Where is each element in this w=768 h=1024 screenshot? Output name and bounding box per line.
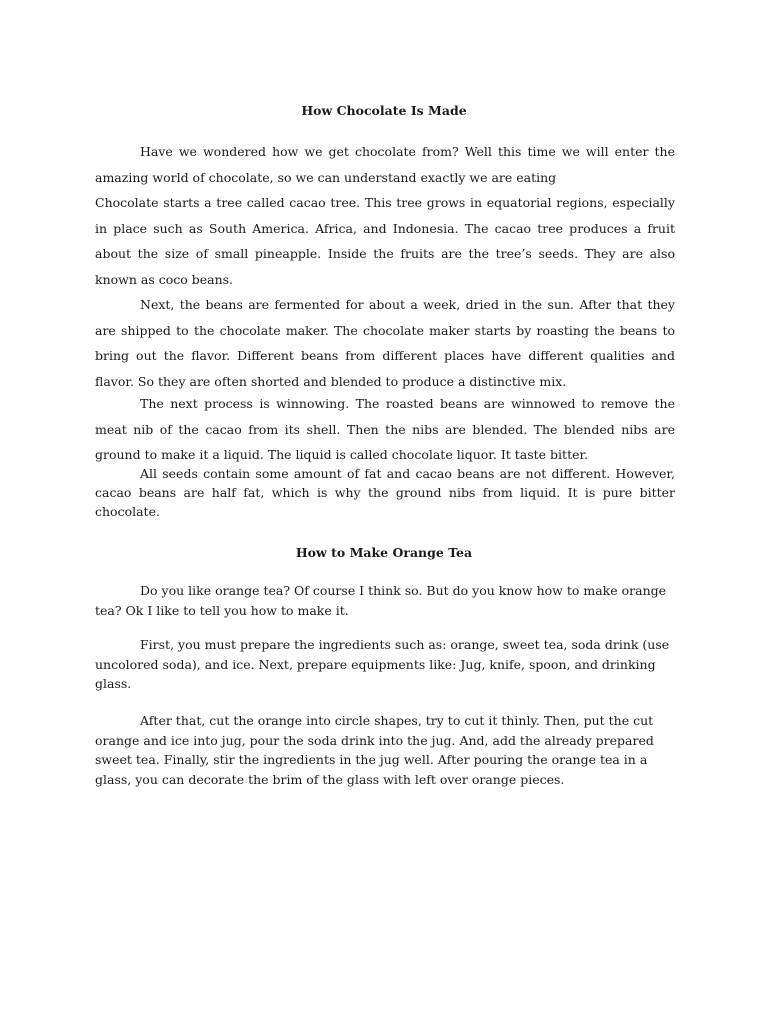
orange-tea-title: How to Make Orange Tea	[295, 545, 473, 560]
chocolate-paragraph-5: All seeds contain some amount of fat and cacao beans are not different. However, cacao beans are half fat, which is why the ground nibs from liquid. It is pure bitter chocolate.	[95, 466, 675, 519]
orange-tea-paragraph-3: After that, cut the orange into circle shapes, try to cut it thinly. Then, put the cut orange and ice into jug, pour the soda drink into the jug. And, add the already prepared sweet tea. Finally, stir the ingredients in the jug well. After pouring the orange tea in a glass, you can decorate the brim of the glass with left over orange pieces.	[95, 713, 654, 787]
orange-tea-intro-block	[95, 581, 675, 620]
chocolate-paragraph-2: Chocolate starts a tree called cacao tree. This tree grows in equatorial regions, especially in place such as South America. Africa, and Indonesia. The cacao tree produces a fruit about the size of small pineapple. Inside the fruits are the tree’s seeds. They are also known as coco beans.	[95, 195, 675, 287]
chocolate-fermentation-block	[95, 292, 675, 394]
chocolate-fat-block	[95, 464, 675, 521]
chocolate-paragraph-1: Have we wondered how we get chocolate from? Well this time we will enter the amazing world of chocolate, so we can understand exactly we are eating	[95, 144, 675, 185]
chocolate-winnowing-block	[95, 391, 675, 468]
orange-tea-paragraph-1: Do you like orange tea? Of course I think so. But do you know how to make orange tea? Ok I like to tell you how to make it.	[95, 583, 667, 618]
chocolate-title: How Chocolate Is Made	[301, 103, 467, 118]
orange-tea-ingredients-block	[95, 635, 675, 694]
chocolate-paragraph-4: The next process is winnowing. The roasted beans are winnowed to remove the meat nib of the cacao from its shell. Then the nibs are blended. The blended nibs are ground to make it a liquid. The liquid is called chocolate liquor. It taste bitter.	[95, 396, 675, 462]
orange-tea-paragraph-2: First, you must prepare the ingredients such as: orange, sweet tea, soda drink (use uncolored soda), and ice. Next, prepare equipments like: Jug, knife, spoon, and drinking glass.	[95, 637, 670, 691]
orange-tea-steps-block	[95, 711, 675, 789]
chocolate-paragraph-3: Next, the beans are fermented for about a week, dried in the sun. After that they are shipped to the chocolate maker. The chocolate maker starts by roasting the beans to bring out the flavor. Different beans from different places have different qualities and flavor. So they are often shorted and blended to produce a distinctive mix.	[95, 297, 675, 389]
chocolate-intro-block	[95, 139, 675, 292]
